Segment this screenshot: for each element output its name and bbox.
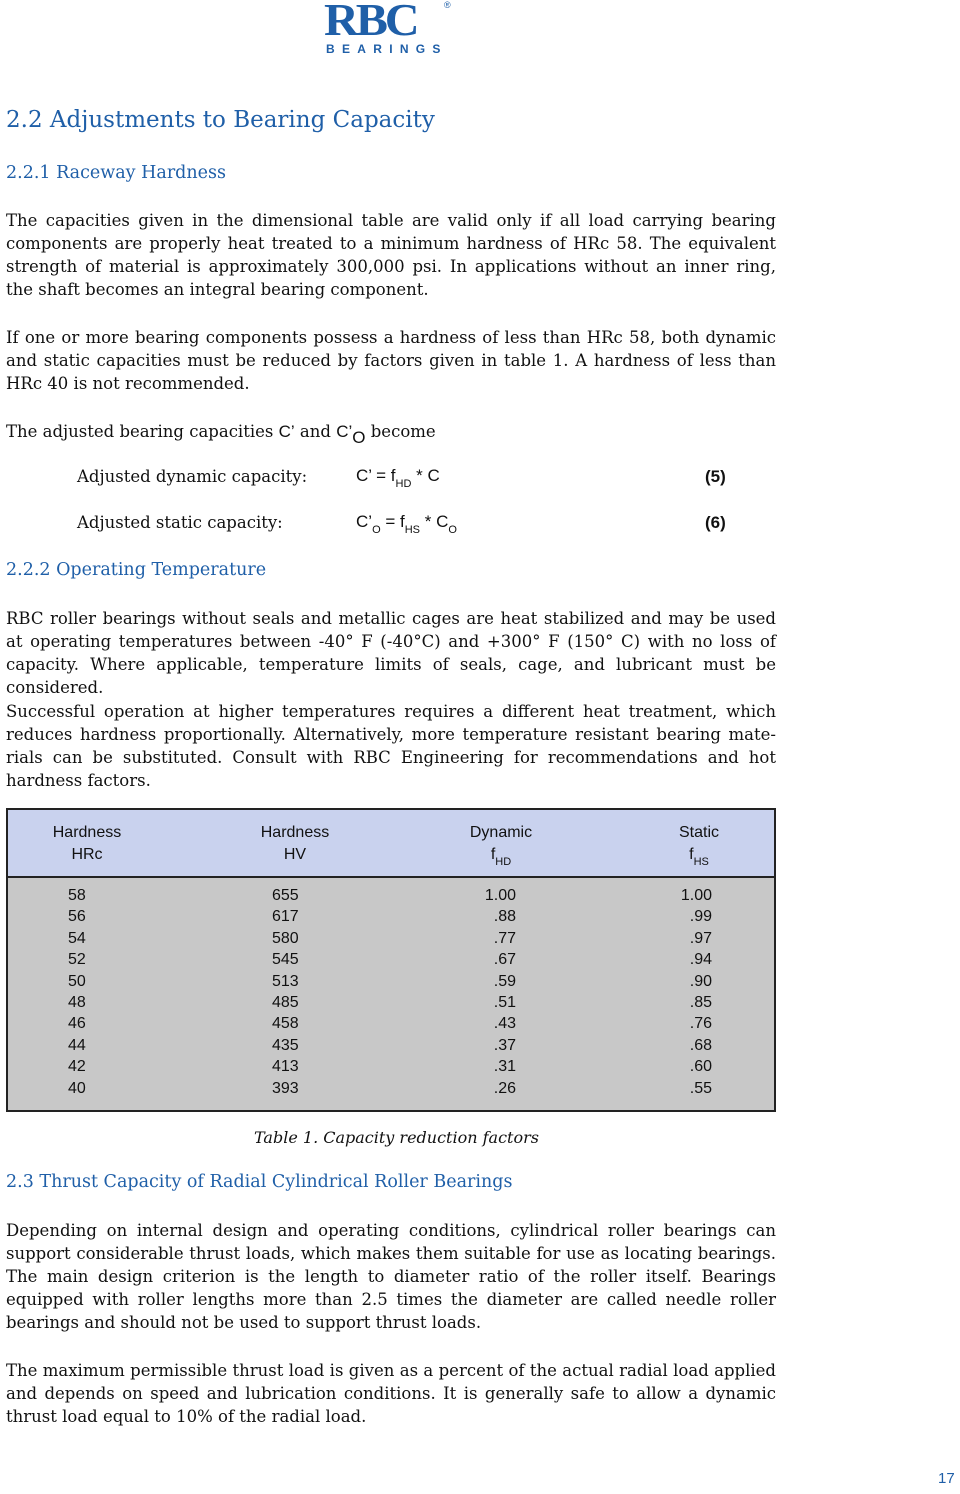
table-cell: .85 — [689, 994, 712, 1011]
table-cell: 513 — [272, 972, 299, 990]
table-cell: 44 — [68, 1036, 86, 1054]
thrust-paragraph-1: Depending on internal design and operating conditions, cylindrical roller bearings can support considerable thrust loads, which makes them suitable for use as locating bearings. The main design criterion is the length to diameter ratio of the roller itself. Bearings equipped with roller lengths more than 2.5 times the diameter are called needle roller bearings and should not be used to support thrust loads. — [6, 1221, 776, 1332]
table-cell: 56 — [68, 908, 86, 926]
header-symbol: f — [689, 846, 694, 863]
para3-post: become — [365, 422, 436, 441]
table-cell: .59 — [493, 972, 516, 990]
registered-mark: ® — [444, 0, 451, 10]
eq6-rhs: * C — [420, 512, 449, 531]
table-cell: .76 — [689, 1015, 712, 1033]
table-cell: 54 — [68, 929, 86, 947]
table-cell: 58 — [68, 887, 86, 904]
table-caption: Table 1. Capacity reduction factors — [254, 1128, 539, 1147]
symbol-c-prime: C’ — [278, 422, 295, 441]
temperature-paragraph-2: Successful operation at higher temperatures requires a different heat treatment, which reduces hardness proportionally. Alternatively, more temperature resistant bearing mate-rials can be substituted. Consult with RBC Engineering for recommendations and hot hardness factors. — [6, 702, 776, 790]
table-cell: 40 — [68, 1079, 86, 1097]
table-cell: 46 — [68, 1015, 86, 1033]
equation-6-number: (6) — [705, 513, 726, 532]
header-line1: Hardness — [52, 824, 122, 841]
table-cell: 48 — [68, 994, 86, 1011]
table-cell: 413 — [272, 1058, 299, 1076]
header-line2 — [436, 844, 566, 867]
header-hardness-hv — [230, 822, 360, 866]
section-2-2-1-title: 2.2.1 Raceway Hardness — [6, 163, 226, 183]
table-cell: .77 — [493, 929, 516, 947]
eq6-lhs: C’ — [356, 512, 373, 531]
header-subscript: HS — [693, 856, 709, 868]
table-cell: 1.00 — [484, 887, 516, 904]
table-cell: .88 — [493, 908, 516, 926]
header-line2: HV — [283, 846, 307, 863]
table-cell: 50 — [68, 972, 86, 990]
section-2-3-title: 2.3 Thrust Capacity of Radial Cylindrical Roller Bearings — [6, 1172, 513, 1192]
table-cell: .55 — [689, 1079, 712, 1097]
capacity-reduction-table — [6, 808, 776, 1112]
rbc-logo — [324, 0, 454, 58]
header-line1: Hardness — [260, 824, 330, 841]
header-hardness-hrc — [22, 822, 152, 866]
table-cell: 580 — [272, 929, 299, 947]
table-cell: .26 — [493, 1079, 516, 1097]
raceway-paragraph-3 — [6, 420, 776, 447]
table-cell: 393 — [272, 1079, 299, 1097]
eq6-mid: = f — [380, 512, 405, 531]
symbol-co-prime: C’ — [336, 422, 353, 441]
raceway-paragraph-1: The capacities given in the dimensional table are valid only if all load carrying bearing components are properly heat treated to a minimum hardness of HRc 58. The equivalent strength of material is approximately 300,000 psi. In applications without an inner ring, the shaft becomes an integral bearing component. — [6, 211, 776, 299]
header-line1: Static — [678, 824, 719, 841]
page-number: 17 — [938, 1470, 955, 1487]
table-cell: .37 — [493, 1036, 516, 1054]
table-cell: 52 — [68, 951, 86, 969]
eq6-rhs-sub: O — [448, 524, 457, 536]
logo-subtitle: BEARINGS — [326, 42, 448, 56]
section-2-2-2-title: 2.2.2 Operating Temperature — [6, 560, 267, 580]
table-cell: .68 — [689, 1036, 712, 1054]
table-cell: .94 — [689, 951, 712, 969]
eq5-rhs: * C — [411, 466, 440, 485]
table-cell: .43 — [493, 1015, 516, 1033]
table-cell: .99 — [689, 908, 712, 926]
equation-5-number: (5) — [705, 467, 726, 486]
table-cell: 655 — [272, 887, 299, 904]
eq5-lhs: C’ — [356, 466, 372, 485]
header-symbol: f — [490, 846, 496, 863]
eq6-lhs-sub: O — [372, 524, 381, 536]
thrust-paragraph-2: The maximum permissible thrust load is given as a percent of the actual radial load applied and depends on speed and lubrication conditions. It is generally safe to allow a dynamic thrust load equal to 10% of the radial load. — [6, 1361, 776, 1426]
table-cell: 545 — [272, 951, 299, 969]
header-line2: HRc — [71, 846, 103, 863]
table-header — [8, 810, 774, 878]
logo-wordmark: RBC — [324, 0, 417, 45]
eq5-mid: = f — [371, 466, 396, 485]
table-cell: .60 — [689, 1058, 712, 1076]
table-cell: .67 — [493, 951, 516, 969]
para3-and: and — [294, 422, 337, 441]
table-cell: 42 — [68, 1058, 86, 1076]
table-cell: .51 — [493, 994, 516, 1011]
symbol-co-subscript: O — [352, 428, 366, 447]
equation-6-label: Adjusted static capacity: — [77, 513, 283, 532]
eq6-mid-sub: HS — [404, 524, 421, 536]
section-2-2-title: 2.2 Adjustments to Bearing Capacity — [6, 107, 435, 133]
table-cell: .90 — [689, 972, 712, 990]
equation-5-formula — [356, 466, 440, 490]
header-static — [634, 822, 764, 867]
table-cell: 617 — [272, 908, 299, 926]
raceway-paragraph-2: If one or more bearing components possess a hardness of less than HRc 58, both dynamic and static capacities must be reduced by factors given in table 1. A hardness of less than HRc 40 is not recommended. — [6, 328, 776, 393]
table-cell: 1.00 — [680, 887, 712, 904]
table-cell: .97 — [689, 929, 712, 947]
header-dynamic — [436, 822, 566, 867]
table-cell: 485 — [272, 994, 299, 1011]
header-line2 — [634, 844, 764, 867]
header-line1: Dynamic — [469, 824, 533, 841]
table-cell: 458 — [272, 1015, 299, 1033]
table-cell: 435 — [272, 1036, 299, 1054]
equation-6-formula — [356, 512, 457, 536]
header-subscript: HD — [495, 856, 512, 868]
equation-5-label: Adjusted dynamic capacity: — [77, 467, 308, 486]
temperature-paragraph-1: RBC roller bearings without seals and metallic cages are heat stabilized and may be used at operating temperatures between -40° F (-40°C) and +300° F (150° C) with no loss of capacity. Where applicable, temperature limits of seals, cage, and lubricant must be considered. — [6, 609, 776, 697]
eq5-mid-sub: HD — [395, 478, 412, 490]
table-cell: .31 — [493, 1058, 516, 1076]
para3-pre: The adjusted bearing capacities — [6, 422, 279, 441]
